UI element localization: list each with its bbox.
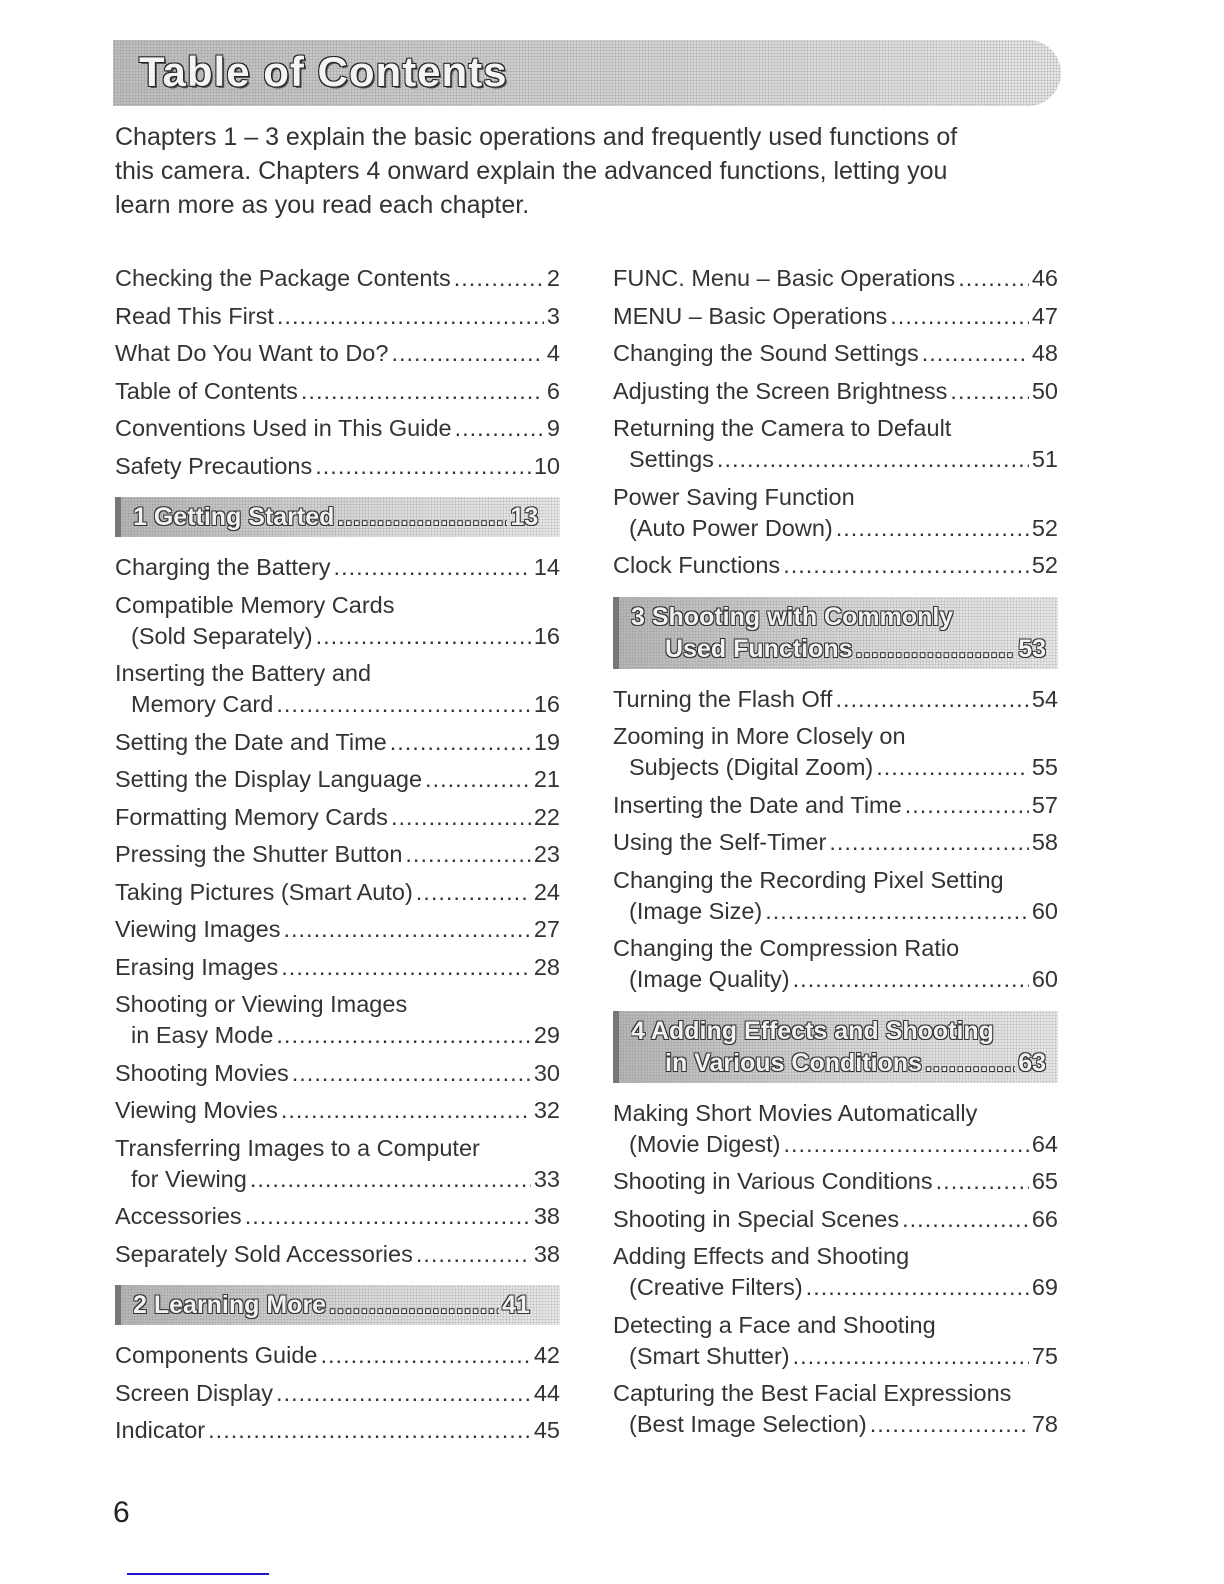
toc-title: Conventions Used in This Guide: [115, 415, 452, 442]
toc-page-number: 47: [1031, 302, 1058, 329]
toc-line: [613, 827, 1058, 858]
toc-page-number: 45: [533, 1417, 560, 1444]
toc-page-number: 30: [533, 1059, 560, 1086]
toc-title: Setting the Date and Time: [115, 728, 387, 755]
toc-line: [115, 877, 560, 908]
toc-line: [613, 550, 1058, 581]
dot-leader: [250, 1164, 531, 1195]
chapter-heading[interactable]: [115, 497, 560, 537]
toc-entry[interactable]: [115, 724, 560, 762]
dot-leader: [277, 301, 544, 332]
toc-line: [613, 865, 1058, 896]
toc-line: [115, 1095, 560, 1126]
toc-title: in Various Conditions: [665, 1048, 922, 1077]
toc-line: [115, 802, 560, 833]
dot-leader: [281, 952, 531, 983]
toc-line: [115, 263, 560, 294]
toc-line: [133, 1289, 548, 1321]
toc-page-number: 60: [1031, 897, 1058, 924]
dot-leader: [208, 1415, 531, 1446]
toc-page-number: 75: [1031, 1342, 1058, 1369]
toc-page-number: 33: [533, 1165, 560, 1192]
dot-leader: [717, 444, 1029, 475]
dot-leader: [905, 790, 1029, 821]
dot-leader: [315, 451, 531, 482]
toc-line: [613, 933, 1058, 964]
dot-leader: [276, 689, 531, 720]
dot-leader: [836, 513, 1029, 544]
dot-leader: [870, 1409, 1029, 1440]
toc-line: [115, 1340, 560, 1371]
toc-page-number: 65: [1031, 1168, 1058, 1195]
toc-entry[interactable]: [613, 479, 1058, 548]
toc-line: [133, 501, 548, 533]
toc-line: [115, 1201, 560, 1232]
toc-line: [115, 1058, 560, 1089]
toc-line: [115, 952, 560, 983]
toc-title: (Auto Power Down): [629, 514, 833, 541]
toc-title: Changing the Compression Ratio: [613, 935, 960, 962]
toc-title: Transferring Images to a Computer: [115, 1134, 480, 1161]
dot-leader: [283, 914, 530, 945]
toc-page-number: 55: [1031, 754, 1058, 781]
toc-line: [115, 376, 560, 407]
toc-title: Turning the Flash Off: [613, 685, 833, 712]
toc-line: [613, 513, 1058, 544]
toc-title: Zooming in More Closely on: [613, 723, 906, 750]
dot-leader: [783, 550, 1029, 581]
toc-page-number: 58: [1031, 829, 1058, 856]
toc-title: Screen Display: [115, 1379, 274, 1406]
dot-leader: [390, 727, 531, 758]
toc-page-number: 52: [1031, 552, 1058, 579]
toc-title: Capturing the Best Facial Expressions: [613, 1380, 1012, 1407]
toc-entry[interactable]: [613, 930, 1058, 999]
toc-entry[interactable]: [115, 1412, 560, 1450]
toc-page-number: 54: [1031, 685, 1058, 712]
toc-title: (Image Quality): [629, 966, 790, 993]
toc-line: [613, 684, 1058, 715]
toc-line: [115, 1133, 560, 1164]
toc-line: [613, 1272, 1058, 1303]
toc-title: (Best Image Selection): [629, 1411, 867, 1438]
dot-leader: [329, 1289, 499, 1321]
toc-page-number: 41: [502, 1291, 530, 1319]
toc-entry[interactable]: [115, 799, 560, 837]
toc-title: for Viewing: [131, 1165, 247, 1192]
toc-page-number: 28: [533, 953, 560, 980]
dot-leader: [405, 839, 530, 870]
dot-leader: [829, 827, 1029, 858]
toc-entry[interactable]: [613, 681, 1058, 719]
toc-entry[interactable]: [115, 410, 560, 448]
toc-page-number: 63: [1018, 1048, 1046, 1077]
toc-page-number: 38: [533, 1240, 560, 1267]
toc-entry[interactable]: [613, 260, 1058, 298]
toc-line: [613, 263, 1058, 294]
toc-page-number: 27: [533, 916, 560, 943]
toc-entry[interactable]: [115, 874, 560, 912]
dot-leader: [334, 552, 531, 583]
toc-page-number: 52: [1031, 514, 1058, 541]
toc-title: Memory Card: [131, 691, 274, 718]
toc-page-number: 3: [546, 302, 560, 329]
toc-page-number: 2: [546, 265, 560, 292]
dot-leader: [922, 338, 1029, 369]
toc-title: Used Functions: [665, 634, 853, 663]
toc-entry[interactable]: [115, 655, 560, 724]
toc-page-number: 23: [533, 841, 560, 868]
toc-page-number: 24: [533, 878, 560, 905]
toc-title: (Image Size): [629, 897, 763, 924]
toc-title: Clock Functions: [613, 552, 781, 579]
toc-line: [613, 1310, 1058, 1341]
dot-leader: [416, 877, 531, 908]
toc-line: [613, 752, 1058, 783]
dot-leader: [391, 802, 531, 833]
toc-entry[interactable]: [613, 824, 1058, 862]
toc-entry[interactable]: [613, 410, 1058, 479]
dot-leader: [281, 1095, 531, 1126]
toc-title: Pressing the Shutter Button: [115, 841, 403, 868]
toc-entry[interactable]: [115, 949, 560, 987]
dot-leader: [793, 1341, 1029, 1372]
dot-leader: [876, 752, 1029, 783]
toc-page-number: 13: [510, 503, 539, 531]
dot-leader: [783, 1129, 1028, 1160]
toc-entry[interactable]: [115, 298, 560, 336]
toc-line: [115, 1415, 560, 1446]
toc-page-number: 4: [546, 340, 560, 367]
dot-leader: [337, 501, 507, 533]
toc-page-number: 53: [1018, 634, 1046, 663]
toc-title: 1 Getting Started: [133, 503, 335, 531]
toc-line: [115, 1239, 560, 1270]
toc-title: Formatting Memory Cards: [115, 803, 388, 830]
toc-line: [115, 1378, 560, 1409]
toc-line: [613, 444, 1058, 475]
toc-page-number: 16: [533, 622, 560, 649]
toc-column-right: [613, 260, 1058, 1444]
toc-line: [115, 1020, 560, 1051]
toc-entry[interactable]: [115, 761, 560, 799]
toc-entry[interactable]: [613, 373, 1058, 411]
toc-page-number: 9: [546, 415, 560, 442]
dot-leader: [454, 263, 544, 294]
toc-line: [115, 621, 560, 652]
toc-title: Settings: [629, 446, 714, 473]
toc-title: Taking Pictures (Smart Auto): [115, 878, 413, 905]
toc-title: Shooting in Various Conditions: [613, 1168, 933, 1195]
toc-line: [115, 413, 560, 444]
toc-page-number: 29: [533, 1022, 560, 1049]
toc-entry[interactable]: [115, 335, 560, 373]
toc-line: [115, 451, 560, 482]
toc-entry[interactable]: [115, 911, 560, 949]
toc-entry[interactable]: [115, 373, 560, 411]
toc-line: [115, 914, 560, 945]
toc-page-number: 32: [533, 1097, 560, 1124]
toc-title: Shooting or Viewing Images: [115, 991, 408, 1018]
toc-line: [613, 482, 1058, 513]
toc-title: (Sold Separately): [131, 622, 313, 649]
toc-page-number: 14: [533, 554, 560, 581]
toc-title: Adding Effects and Shooting: [613, 1243, 910, 1270]
toc-title: Making Short Movies Automatically: [613, 1099, 978, 1126]
toc-entry[interactable]: [613, 1238, 1058, 1307]
toc-page-number: 78: [1031, 1411, 1058, 1438]
dot-leader: [276, 1378, 531, 1409]
toc-title: Power Saving Function: [613, 483, 855, 510]
toc-title: Charging the Battery: [115, 554, 331, 581]
toc-line: [115, 301, 560, 332]
toc-title: 4 Adding Effects and Shooting: [631, 1016, 994, 1045]
toc-entry[interactable]: [613, 1095, 1058, 1164]
toc-entry[interactable]: [115, 1130, 560, 1199]
toc-line: [613, 1409, 1058, 1440]
dot-leader: [292, 1058, 531, 1089]
dot-leader: [425, 764, 531, 795]
toc-entry[interactable]: [115, 986, 560, 1055]
dot-leader: [856, 633, 1016, 665]
toc-page-number: 46: [1031, 265, 1058, 292]
toc-line: [613, 964, 1058, 995]
toc-title: Separately Sold Accessories: [115, 1240, 413, 1267]
toc-page-number: 69: [1031, 1274, 1058, 1301]
dot-leader: [958, 263, 1029, 294]
toc-entry[interactable]: [115, 587, 560, 656]
toc-line: [613, 1341, 1058, 1372]
toc-entry[interactable]: [115, 836, 560, 874]
dot-leader: [320, 1340, 530, 1371]
chapter-heading[interactable]: [115, 1285, 560, 1325]
dot-leader: [936, 1166, 1029, 1197]
dot-leader: [455, 413, 544, 444]
toc-entry[interactable]: [613, 718, 1058, 787]
dot-leader: [316, 621, 531, 652]
toc-page-number: 16: [533, 691, 560, 718]
intro-line: learn more as you read each chapter.: [115, 191, 530, 219]
toc-title: (Creative Filters): [629, 1274, 803, 1301]
toc-page-number: 10: [533, 452, 560, 479]
toc-line: [613, 301, 1058, 332]
toc-title: Shooting Movies: [115, 1059, 289, 1086]
toc-column-left: [115, 260, 560, 1450]
toc-page-number: 38: [533, 1203, 560, 1230]
toc-entry[interactable]: [613, 787, 1058, 825]
toc-title: Inserting the Battery and: [115, 660, 372, 687]
toc-page-number: 48: [1031, 340, 1058, 367]
toc-line: [115, 989, 560, 1020]
toc-title: What Do You Want to Do?: [115, 340, 389, 367]
dot-leader: [416, 1239, 531, 1270]
toc-line: [115, 338, 560, 369]
toc-line: [115, 590, 560, 621]
dot-leader: [950, 376, 1028, 407]
dot-leader: [902, 1204, 1029, 1235]
toc-entry[interactable]: [613, 1307, 1058, 1376]
toc-title: Adjusting the Screen Brightness: [613, 377, 948, 404]
toc-line: [115, 764, 560, 795]
toc-line: [115, 689, 560, 720]
toc-entry[interactable]: [613, 335, 1058, 373]
title-banner: [113, 40, 1061, 106]
toc-title: Detecting a Face and Shooting: [613, 1311, 936, 1338]
toc-title: Viewing Movies: [115, 1097, 278, 1124]
toc-title: in Easy Mode: [131, 1022, 274, 1049]
toc-line: [613, 413, 1058, 444]
intro-line: this camera. Chapters 4 onward explain the advanced functions, letting you: [115, 157, 948, 185]
page-number: 6: [113, 1496, 130, 1529]
toc-line: [613, 338, 1058, 369]
toc-entry[interactable]: [613, 1163, 1058, 1201]
toc-title: Checking the Package Contents: [115, 265, 451, 292]
toc-entry[interactable]: [613, 1201, 1058, 1239]
intro-paragraph: [115, 120, 1065, 222]
dot-leader: [890, 301, 1029, 332]
toc-title: Using the Self-Timer: [613, 829, 827, 856]
dot-leader: [925, 1047, 1015, 1079]
toc-page-number: 22: [533, 803, 560, 830]
toc-page-number: 64: [1031, 1130, 1058, 1157]
toc-line: [631, 633, 1046, 665]
toc-entry[interactable]: [613, 298, 1058, 336]
toc-title: Indicator: [115, 1417, 206, 1444]
toc-title: MENU – Basic Operations: [613, 302, 888, 329]
toc-entry[interactable]: [115, 1236, 560, 1274]
dot-leader: [793, 964, 1029, 995]
toc-line: [613, 1241, 1058, 1272]
toc-entry[interactable]: [115, 260, 560, 298]
dot-leader: [806, 1272, 1029, 1303]
toc-page-number: 44: [533, 1379, 560, 1406]
toc-page-number: 51: [1031, 446, 1058, 473]
dot-leader: [835, 684, 1028, 715]
toc-entry[interactable]: [115, 549, 560, 587]
toc-entry[interactable]: [613, 862, 1058, 931]
toc-line: [115, 727, 560, 758]
toc-title: Changing the Recording Pixel Setting: [613, 866, 1004, 893]
toc-title: Accessories: [115, 1203, 242, 1230]
toc-line: [115, 658, 560, 689]
intro-line: Chapters 1 – 3 explain the basic operations and frequently used functions of: [115, 123, 958, 151]
toc-line: [631, 1047, 1046, 1079]
toc-title: Table of Contents: [115, 377, 298, 404]
toc-page-number: 60: [1031, 966, 1058, 993]
toc-entry[interactable]: [613, 1375, 1058, 1444]
dot-leader: [391, 338, 543, 369]
toc-page-number: 19: [533, 728, 560, 755]
toc-title: 3 Shooting with Commonly: [631, 602, 954, 631]
toc-line: [613, 721, 1058, 752]
toc-title: Returning the Camera to Default: [613, 415, 952, 442]
toc-page-number: 57: [1031, 791, 1058, 818]
toc-line: [115, 839, 560, 870]
toc-title: (Smart Shutter): [629, 1342, 790, 1369]
toc-entry[interactable]: [115, 1375, 560, 1413]
toc-title: Read This First: [115, 302, 274, 329]
dot-leader: [301, 376, 544, 407]
toc-entry[interactable]: [613, 547, 1058, 585]
toc-title: Changing the Sound Settings: [613, 340, 919, 367]
toc-line: [613, 1166, 1058, 1197]
toc-title: Shooting in Special Scenes: [613, 1205, 900, 1232]
toc-page-number: 50: [1031, 377, 1058, 404]
page-title: Table of Contents: [139, 48, 508, 95]
dot-leader: [245, 1201, 531, 1232]
toc-page-number: 66: [1031, 1205, 1058, 1232]
toc-title: FUNC. Menu – Basic Operations: [613, 265, 956, 292]
toc-line: [613, 376, 1058, 407]
toc-title: Safety Precautions: [115, 452, 313, 479]
toc-entry[interactable]: [115, 1055, 560, 1093]
toc-line: [613, 1378, 1058, 1409]
toc-title: Erasing Images: [115, 953, 279, 980]
toc-page-number: 6: [546, 377, 560, 404]
chapter-heading[interactable]: [613, 1011, 1058, 1083]
toc-entry[interactable]: [115, 1198, 560, 1236]
footer-rule: [127, 1573, 269, 1575]
toc-line: [613, 896, 1058, 927]
toc-line: [613, 1129, 1058, 1160]
toc-title: Subjects (Digital Zoom): [629, 754, 874, 781]
dot-leader: [765, 896, 1029, 927]
toc-page-number: 42: [533, 1342, 560, 1369]
toc-title: Compatible Memory Cards: [115, 591, 395, 618]
toc-title: Inserting the Date and Time: [613, 791, 902, 818]
dot-leader: [276, 1020, 530, 1051]
toc-line: [613, 790, 1058, 821]
toc-line: [631, 601, 1046, 633]
toc-title: Setting the Display Language: [115, 766, 423, 793]
toc-line: [115, 1164, 560, 1195]
toc-line: [631, 1015, 1046, 1047]
toc-title: 2 Learning More: [133, 1291, 327, 1319]
toc-entry[interactable]: [115, 448, 560, 486]
toc-page-number: 21: [533, 766, 560, 793]
toc-title: (Movie Digest): [629, 1130, 781, 1157]
toc-title: Components Guide: [115, 1342, 318, 1369]
toc-line: [613, 1098, 1058, 1129]
toc-line: [613, 1204, 1058, 1235]
chapter-heading[interactable]: [613, 597, 1058, 669]
toc-entry[interactable]: [115, 1092, 560, 1130]
toc-title: Viewing Images: [115, 916, 281, 943]
toc-entry[interactable]: [115, 1337, 560, 1375]
toc-line: [115, 552, 560, 583]
